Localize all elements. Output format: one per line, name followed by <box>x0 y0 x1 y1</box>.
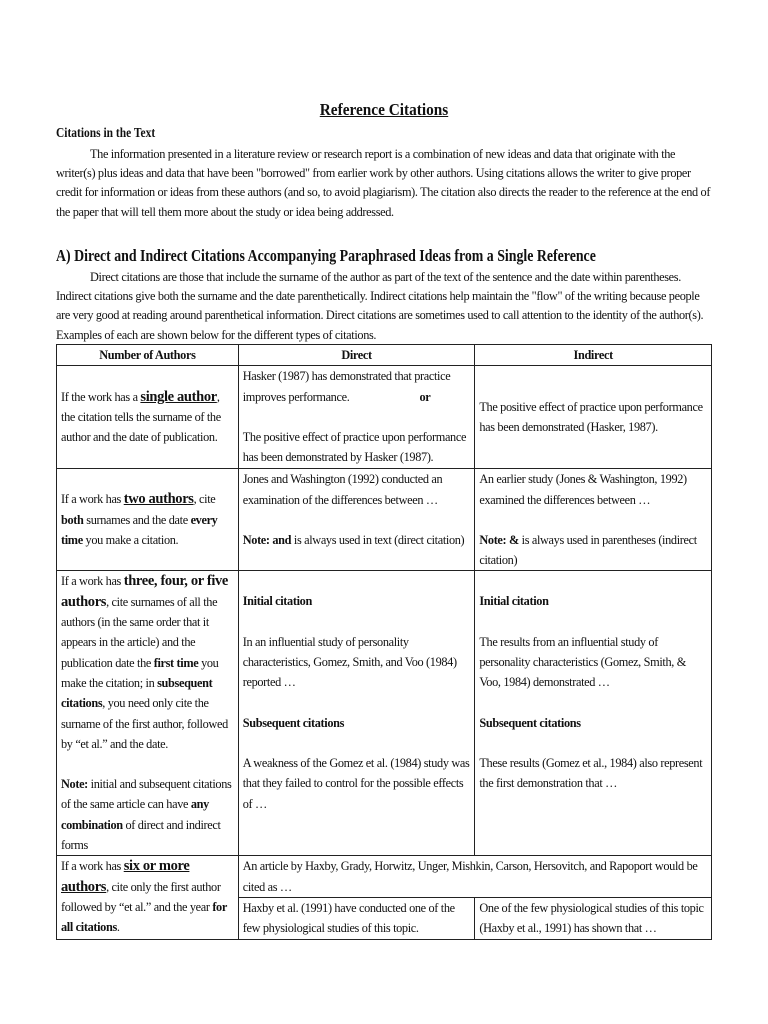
rule-text: surnames and the date <box>83 512 191 527</box>
rule-emphasis: both <box>61 512 84 527</box>
two-authors-rule <box>57 469 239 571</box>
subsequent-citations-label: Subsequent citations <box>479 715 581 730</box>
rule-text: you make a citation. <box>82 533 179 548</box>
indirect-initial-example: The results from an influential study of personality characteristics (Gomez, Smith, & Voo, 1984) demonstrated … <box>479 634 686 690</box>
table-header-row <box>57 345 712 366</box>
note-label: Note: <box>61 777 88 792</box>
indirect-subsequent-example: These results (Gomez et al., 1984) also represent the first demonstration that … <box>479 755 703 791</box>
note-text: of direct and indirect forms <box>61 817 221 853</box>
direct-note <box>243 530 471 550</box>
header-indirect: Indirect <box>475 345 712 366</box>
rule-emphasis: first time <box>153 655 199 670</box>
two-authors-direct <box>238 469 475 571</box>
section-a-paragraph-text: Direct citations are those that include the surname of the author as part of the text of the sentence and the date within parentheses. Indirect citations give both the surname and the date parenthetically. Indirect citations help maintain the "flow" of the writing because people are very good at reading around parenthetical information. Direct citations are sometimes used to call attention to the identity of the author(s). Examples of each are shown below for the different types of citations. <box>56 270 704 342</box>
rule-text: , cite surnames of all the authors (in the same order that it appears in the article) and the publication date the <box>61 594 218 670</box>
intro-heading: Citations in the Text <box>56 125 156 140</box>
page-title: Reference Citations <box>319 100 449 119</box>
subsequent-citations-label: Subsequent citations <box>242 715 345 730</box>
three-five-authors-rule <box>57 571 239 856</box>
rule-emphasis: every time <box>61 512 218 548</box>
six-authors-full-citation: An article by Haxby, Grady, Horwitz, Unger, Mishkin, Carson, Hersovitch, and Rapoport would be cited as … <box>238 856 711 898</box>
rule-emphasis: for all citations <box>61 899 227 935</box>
rule-emphasis: six or more authors <box>61 858 190 895</box>
rule-emphasis: single author <box>140 388 217 405</box>
initial-citation-label: Initial citation <box>242 594 312 609</box>
note-label: Note: and <box>242 532 292 547</box>
six-authors-direct: Haxby et al. (1991) have conducted one of the few physiological studies of this topic. <box>238 897 475 939</box>
three-five-authors-indirect <box>475 571 712 856</box>
rule-note <box>61 774 234 855</box>
rule-text: If a work has <box>61 574 124 589</box>
rule-text: , cite only the first author followed by “et al.” and the year <box>61 879 221 914</box>
two-authors-indirect <box>475 469 712 571</box>
rule-body <box>61 571 234 754</box>
rule-text: If a work has <box>61 859 124 874</box>
rule-emphasis: three, four, or five authors <box>61 573 228 610</box>
citation-table <box>56 344 712 940</box>
direct-example-text: Hasker (1987) has demonstrated that practice improves performance. <box>242 369 451 404</box>
three-five-authors-direct <box>238 571 475 856</box>
indirect-example: An earlier study (Jones & Washington, 1992) examined the differences between … <box>479 472 687 507</box>
note-text: initial and subsequent citations of the same article can have <box>61 777 232 812</box>
note-emphasis: any combination <box>61 797 209 832</box>
or-label: or <box>419 389 431 404</box>
note-label: Note: & <box>479 532 519 547</box>
rule-text: , the citation tells the surname of the author and the date of publication. <box>61 389 221 445</box>
direct-example-alt: The positive effect of practice upon performance has been demonstrated by Hasker (1987). <box>242 429 467 465</box>
rule-emphasis: subsequent citations <box>61 675 213 711</box>
rule-text: , you need only cite the surname of the first author, followed by “et al.” and the date. <box>61 696 228 751</box>
header-direct: Direct <box>238 345 475 366</box>
rule-emphasis: two authors <box>123 491 194 508</box>
rule-text: , cite <box>193 492 216 507</box>
single-author-direct <box>238 366 475 469</box>
initial-citation-label: Initial citation <box>479 594 549 609</box>
header-number-of-authors: Number of Authors <box>57 345 239 366</box>
direct-example <box>243 366 471 407</box>
table-row-six-authors <box>57 856 712 898</box>
intro-paragraph <box>56 145 711 222</box>
intro-paragraph-text: The information presented in a literature review or research report is a combination of new ideas and data that originate with the writer(s) plus ideas and data that have been "borrowed" from earlier work by other authors. Using citations allows the writer to give proper credit for information or ideas from these authors (and so, to avoid plagiarism). The citation also directs the reader to the reference at the end of the paper that will tell them more about the study or idea being addressed. <box>56 147 711 219</box>
direct-initial-example: In an influential study of personality characteristics, Gomez, Smith, and Voo (1984) reported … <box>242 634 457 690</box>
note-text: is always used in text (direct citation) <box>291 532 465 547</box>
rule-text: . <box>116 920 120 935</box>
table-row-three-five-authors <box>57 571 712 856</box>
rule-text: If a work has <box>61 492 124 507</box>
section-a-paragraph <box>56 268 711 345</box>
direct-subsequent-example: A weakness of the Gomez et al. (1984) study was that they failed to control for the possible effects of … <box>242 755 470 811</box>
table-row-two-authors <box>57 469 712 571</box>
single-author-indirect: The positive effect of practice upon performance has been demonstrated (Hasker, 1987). <box>475 366 712 469</box>
table-row-single-author <box>57 366 712 469</box>
section-a-heading: A) Direct and Indirect Citations Accompanying Paraphrased Ideas from a Single Reference <box>56 246 596 265</box>
direct-example: Jones and Washington (1992) conducted an examination of the differences between … <box>242 472 443 507</box>
indirect-note <box>479 530 707 571</box>
single-author-rule <box>57 366 239 469</box>
six-authors-rule <box>57 856 239 939</box>
rule-text: you make the citation; in <box>61 655 219 690</box>
rule-text: If the work has a <box>61 389 141 404</box>
note-text: is always used in parentheses (indirect citation) <box>479 532 697 568</box>
six-authors-indirect: One of the few physiological studies of this topic (Haxby et al., 1991) has shown that … <box>475 897 712 939</box>
